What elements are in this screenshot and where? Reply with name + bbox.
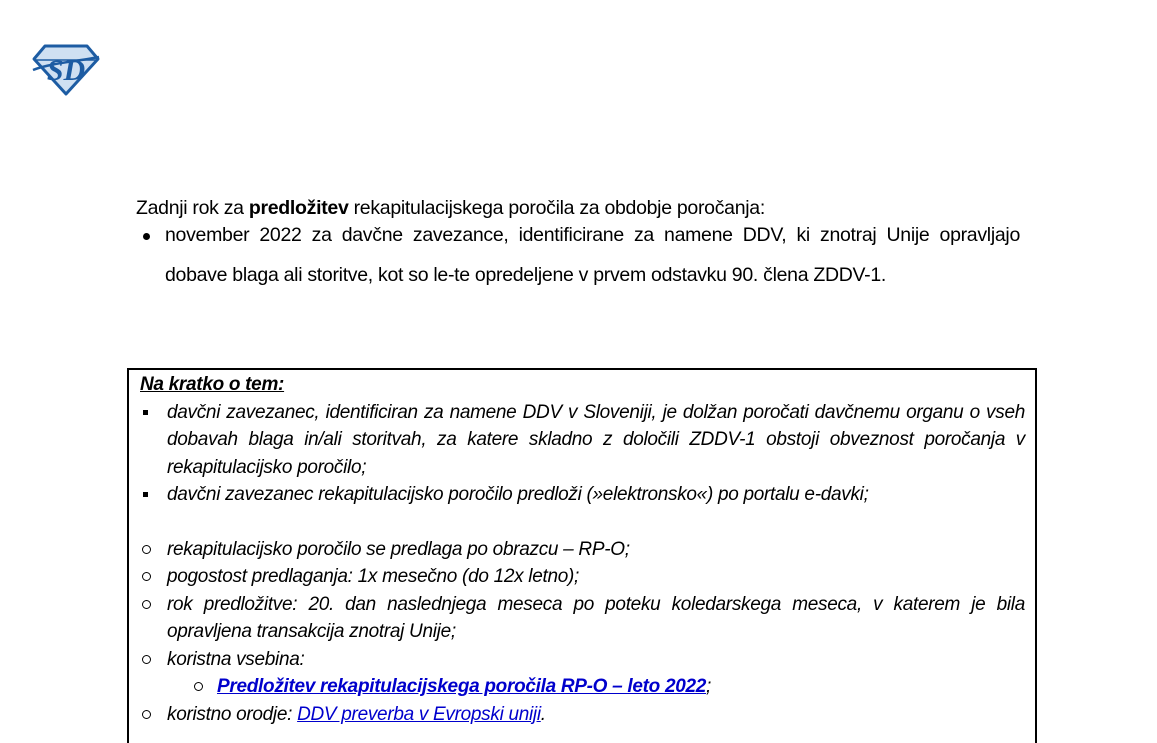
box-bullet-2 xyxy=(140,481,1025,509)
nested-link-item xyxy=(140,673,1025,701)
circle-item-useful-content xyxy=(140,646,1025,674)
nested-link-punctuation: ; xyxy=(706,676,711,697)
intro-bold-word: predložitev xyxy=(248,196,349,219)
circle-item-form xyxy=(140,536,1025,564)
bullet-disc-icon xyxy=(143,233,150,240)
circle-item-deadline-text: rok predložitve: 20. dan naslednjega meseca po poteku koledarskega meseca, v katerem je bila opravljena transakcija znotraj Unije; xyxy=(167,593,1025,642)
box-bullet-1-text: davčni zavezanec, identificiran za namene DDV v Sloveniji, je dolžan poročati davčnemu organu o vseh dobavah blaga in/ali storitvah, za katere skladno z določili ZDDV-1 obstoji obveznost poročanja v rekapitulacijsko poročilo; xyxy=(167,401,1025,478)
circle-bullet-icon xyxy=(142,600,151,609)
intro-part1: Zadnji rok za xyxy=(136,196,249,219)
useful-tool-punctuation: . xyxy=(540,703,546,725)
circle-item-frequency xyxy=(140,563,1025,591)
circle-bullet-icon xyxy=(142,655,151,664)
link-rpo-report-2022[interactable]: Predložitev rekapitulacijskega poročila RP-O – leto 2022 xyxy=(217,676,707,697)
sd-diamond-logo-icon xyxy=(30,43,102,97)
circle-bullet-icon xyxy=(142,545,151,554)
deadline-bullet xyxy=(142,216,1020,295)
box-bullet-2-text: davčni zavezanec rekapitulacijsko poročilo predloži (»elektronsko«) po portalu e-davki; xyxy=(167,484,869,505)
intro-part2: rekapitulacijskega poročila za obdobje poročanja: xyxy=(348,196,765,219)
useful-tool-prefix: koristno orodje: xyxy=(167,703,298,725)
circle-item-useful-tool xyxy=(140,701,1025,729)
logo-letters: SD xyxy=(46,54,86,87)
circle-item-deadline xyxy=(140,591,1025,646)
circle-item-useful-content-text: koristna vsebina: xyxy=(167,648,305,670)
square-bullet-icon xyxy=(143,410,148,415)
summary-box xyxy=(127,368,1037,743)
circle-item-form-text: rekapitulacijsko poročilo se predlaga po obrazcu – RP-O; xyxy=(167,538,630,560)
box-title: Na kratko o tem: xyxy=(140,374,285,395)
square-bullet-icon xyxy=(143,492,148,497)
circle-item-frequency-text: pogostost predlaganja: 1x mesečno (do 12x letno); xyxy=(167,566,580,587)
box-bullet-1 xyxy=(140,399,1025,482)
link-ddv-check-eu[interactable]: DDV preverba v Evropski uniji xyxy=(297,703,541,725)
circle-bullet-icon xyxy=(142,572,151,581)
blank-line xyxy=(140,509,1025,536)
circle-bullet-icon xyxy=(194,682,203,691)
circle-bullet-icon xyxy=(142,710,151,719)
deadline-bullet-text: november 2022 za davčne zavezance, identificirane za namene DDV, ki znotraj Unije opravljajo dobave blaga ali storitve, kot so le-te opredeljene v prvem odstavku 90. člena ZDDV-1. xyxy=(165,224,1020,286)
